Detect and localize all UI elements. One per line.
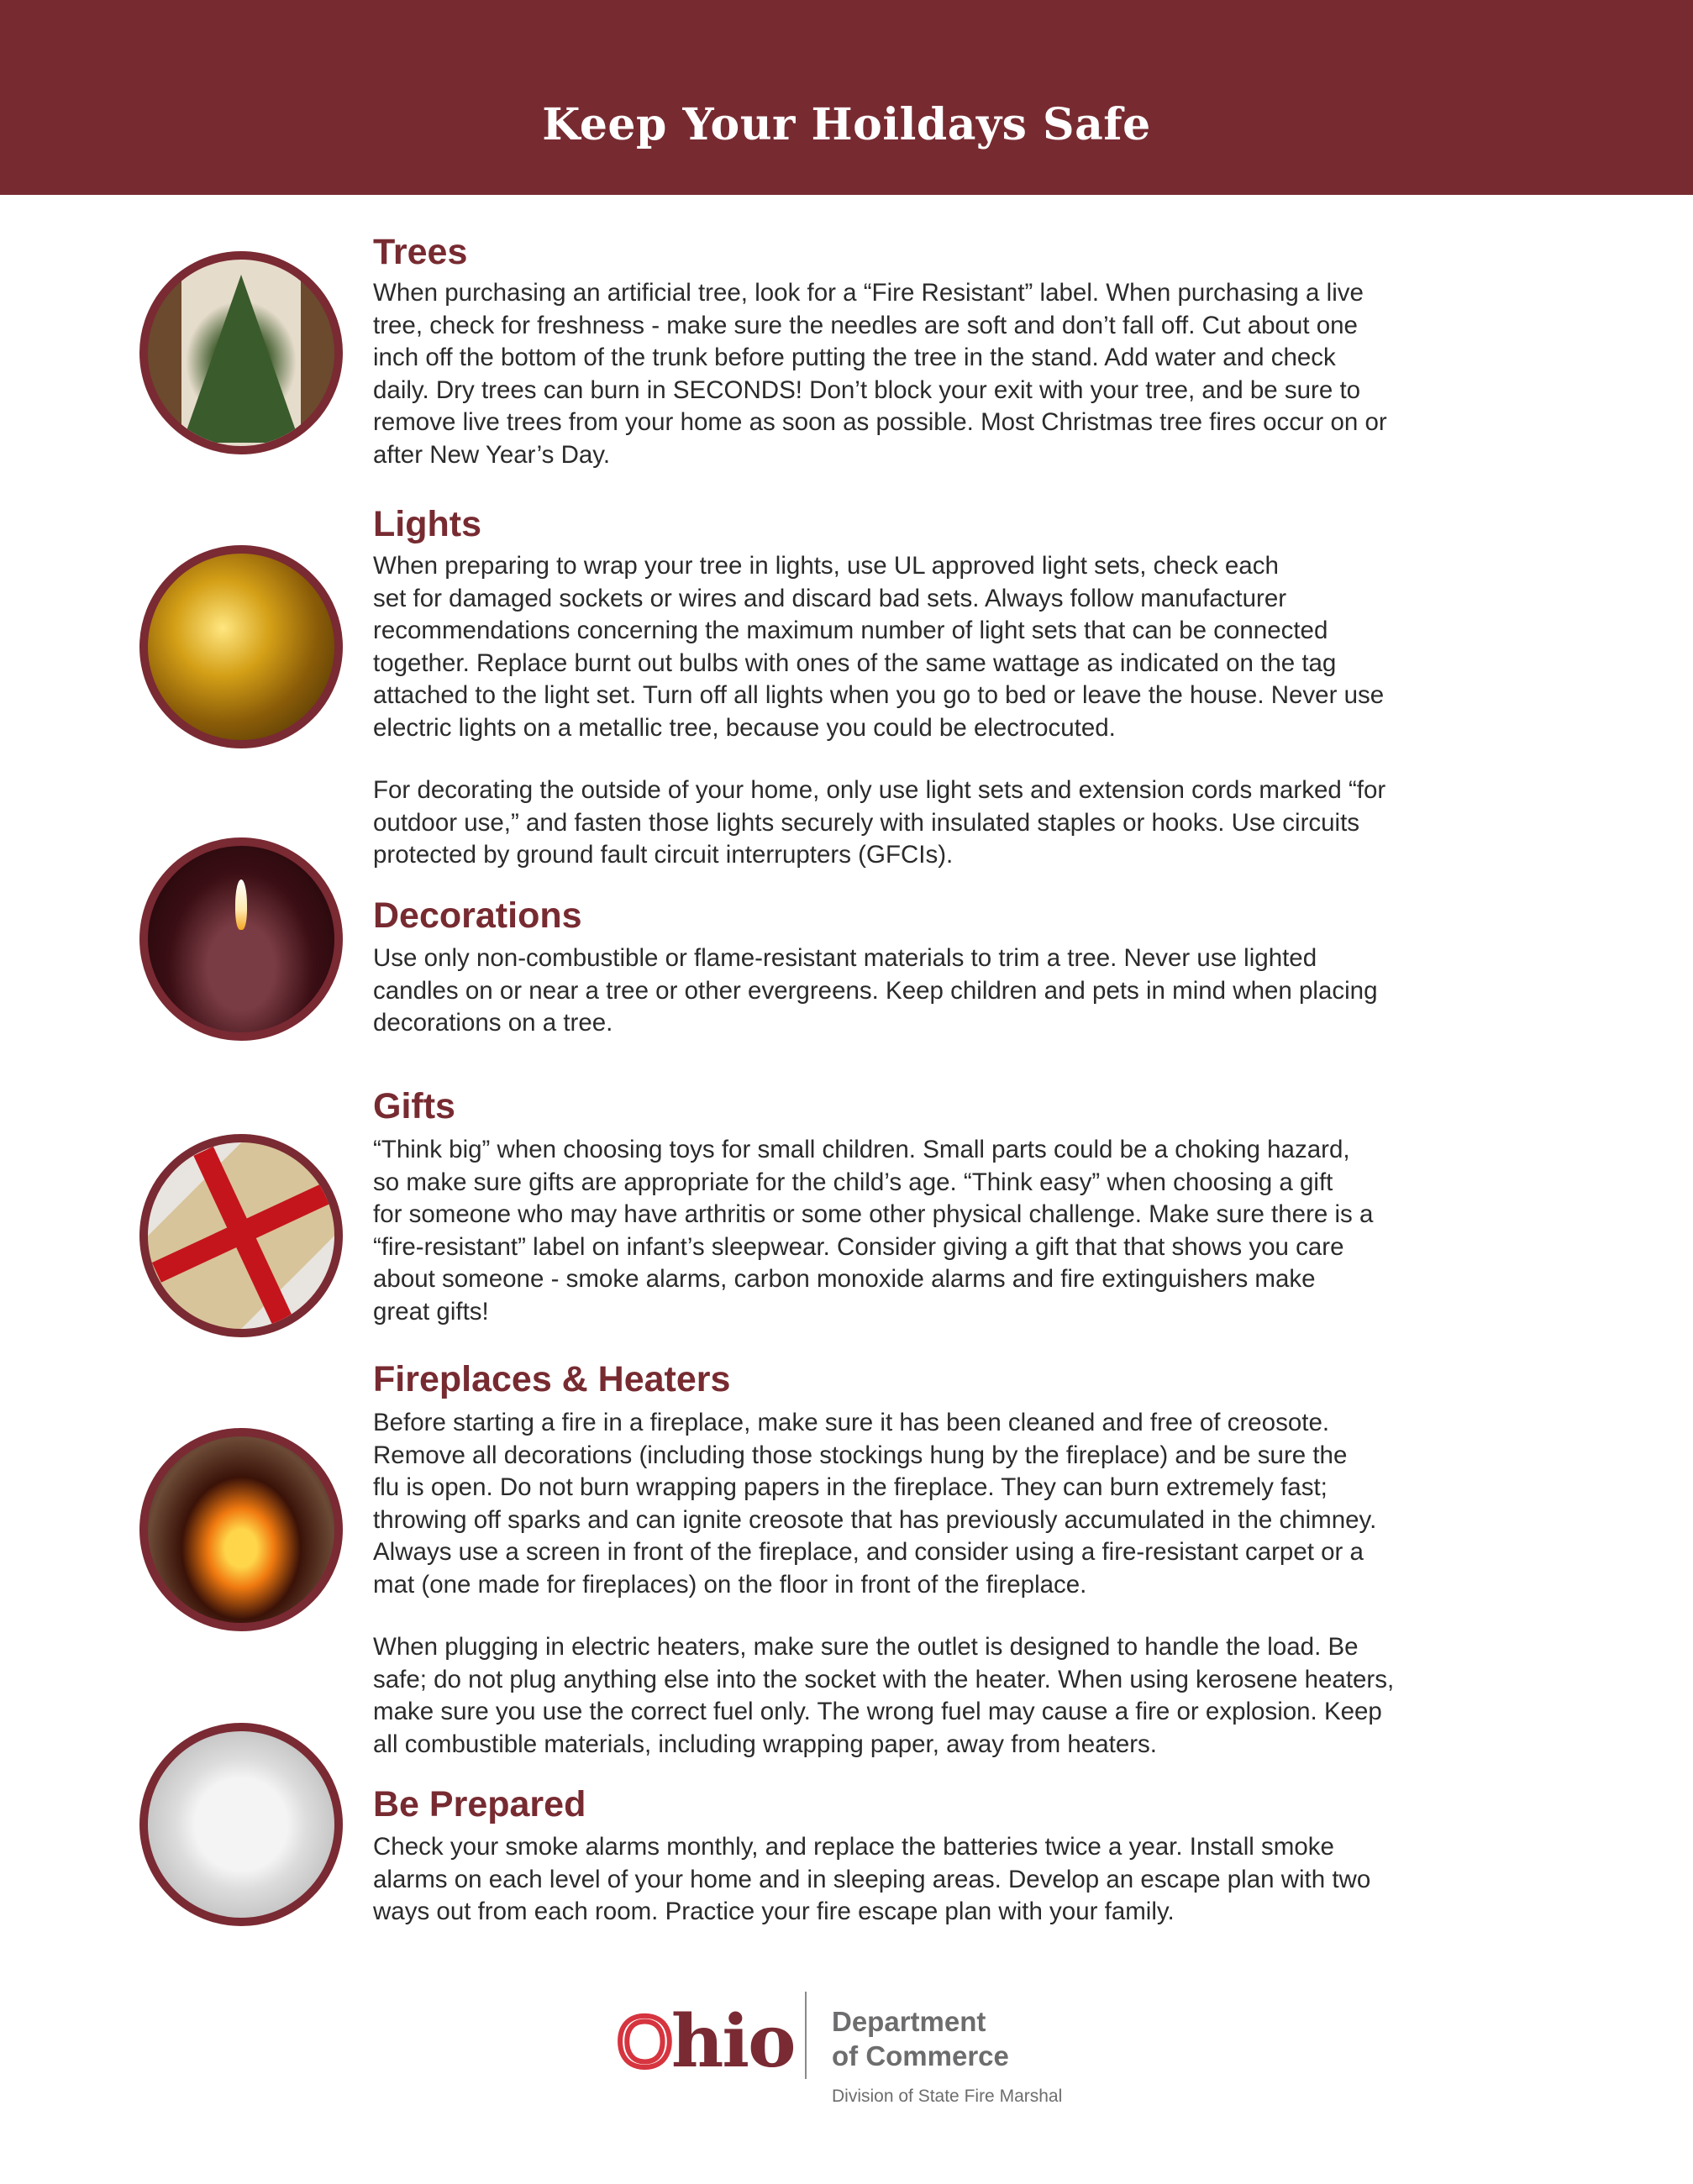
ohio-wordmark: Ohio (617, 1999, 795, 2084)
section-paragraph (373, 1407, 1376, 1601)
section-heading: Gifts (373, 1086, 455, 1126)
text-line: candles on or near a tree or other evergreens. Keep children and pets in mind when placing (373, 976, 1378, 1005)
text-line: mat (one made for fireplaces) on the floor in front of the fireplace. (373, 1570, 1087, 1599)
text-line: for someone who may have arthritis or some other physical challenge. Make sure there is a (373, 1200, 1374, 1228)
text-line: Use only non-combustible or flame-resistant materials to trim a tree. Never use lighted (373, 944, 1317, 972)
text-line: Always use a screen in front of the fireplace, and consider using a fire-resistant carpet or a (373, 1538, 1364, 1566)
section-paragraph (373, 774, 1385, 872)
text-line: set for damaged sockets or wires and discard bad sets. Always follow manufacturer (373, 584, 1287, 612)
text-line: so make sure gifts are appropriate for the child’s age. “Think easy” when choosing a gift (373, 1168, 1333, 1196)
text-line: after New Year’s Day. (373, 440, 611, 469)
text-line: “fire-resistant” label on infant’s sleepwear. Consider giving a gift that that shows you care (373, 1232, 1344, 1261)
fireplace-photo (139, 1428, 343, 1631)
text-line: alarms on each level of your home and in sleeping areas. Develop an escape plan with two (373, 1865, 1371, 1893)
flame-shape (235, 879, 247, 930)
smoke-alarm-photo (139, 1723, 343, 1926)
division-name: Division of State Fire Marshal (832, 2087, 1063, 2106)
text-line: attached to the light set. Turn off all lights when you go to bed or leave the house. Never use (373, 681, 1385, 709)
text-line: Remove all decorations (including those stockings hung by the fireplace) and be sure the (373, 1441, 1348, 1469)
text-line: For decorating the outside of your home, only use light sets and extension cords marked “for (373, 776, 1386, 804)
text-line: outdoor use,” and fasten those lights securely with insulated staples or hooks. Use circuits (373, 808, 1360, 837)
text-line: safe; do not plug anything else into the socket with the heater. When using kerosene heaters, (373, 1665, 1395, 1693)
text-line: protected by ground fault circuit interrupters (GFCIs). (373, 841, 954, 869)
text-line: electric lights on a metallic tree, because you could be electrocuted. (373, 713, 1116, 742)
text-line: make sure you use the correct fuel only. The wrong fuel may cause a fire or explosion. Keep (373, 1698, 1382, 1725)
section-paragraph (373, 942, 1378, 1040)
text-line: “Think big” when choosing toys for small children. Small parts could be a choking hazard, (373, 1136, 1350, 1163)
section-heading: Lights (373, 504, 481, 544)
text-line: about someone - smoke alarms, carbon monoxide alarms and fire extinguishers make (373, 1265, 1316, 1293)
string-lights-photo (139, 545, 343, 748)
section-paragraph (373, 550, 1384, 744)
section-heading: Fireplaces & Heaters (373, 1359, 731, 1399)
department-line-1: Department (832, 2006, 986, 2037)
ohio-commerce-logo (613, 1987, 1286, 2122)
section-paragraph (373, 1631, 1394, 1761)
section-heading: Decorations (373, 895, 582, 936)
text-line: daily. Dry trees can burn in SECONDS! Don’t block your exit with your tree, and be sure to (373, 375, 1361, 404)
department-line-2: of Commerce (832, 2040, 1009, 2071)
text-line: remove live trees from your home as soon as possible. Most Christmas tree fires occur on or (373, 408, 1387, 436)
christmas-tree-photo (139, 251, 343, 454)
text-line: great gifts! (373, 1297, 489, 1326)
section-paragraph (373, 1134, 1373, 1328)
logo-divider (805, 1992, 807, 2079)
text-line: together. Replace burnt out bulbs with ones of the same wattage as indicated on the tag (373, 648, 1337, 677)
text-line: When plugging in electric heaters, make sure the outlet is designed to handle the load. Be (373, 1633, 1359, 1661)
tree-shape (182, 275, 300, 443)
section-paragraph (373, 277, 1387, 471)
text-line: Before starting a fire in a fireplace, make sure it has been cleaned and free of creosote. (373, 1409, 1330, 1436)
gift-box-photo (139, 1134, 343, 1337)
text-line: Check your smoke alarms monthly, and replace the batteries twice a year. Install smoke (373, 1833, 1334, 1861)
department-name (832, 2004, 1009, 2073)
section-heading: Be Prepared (373, 1784, 586, 1824)
text-line: decorations on a tree. (373, 1009, 613, 1037)
text-line: all combustible materials, including wrapping paper, away from heaters. (373, 1730, 1157, 1758)
text-line: When preparing to wrap your tree in lights, use UL approved light sets, check each (373, 552, 1279, 580)
section-paragraph (373, 1831, 1370, 1929)
title-banner (0, 0, 1693, 195)
text-line: When purchasing an artificial tree, look for a “Fire Resistant” label. When purchasing a live (373, 279, 1364, 307)
text-line: ways out from each room. Practice your fire escape plan with your family. (373, 1898, 1175, 1925)
page-title: Keep Your Hoildays Safe (542, 99, 1151, 150)
text-line: throwing off sparks and can ignite creosote that has previously accumulated in the chimney. (373, 1505, 1377, 1534)
candle-photo (139, 837, 343, 1041)
text-line: flu is open. Do not burn wrapping papers in the fireplace. They can burn extremely fast; (373, 1473, 1328, 1501)
text-line: recommendations concerning the maximum number of light sets that can be connected (373, 617, 1328, 644)
text-line: tree, check for freshness - make sure the needles are soft and don’t fall off. Cut about one (373, 311, 1358, 339)
section-heading: Trees (373, 232, 468, 272)
text-line: inch off the bottom of the trunk before putting the tree in the stand. Add water and check (373, 344, 1336, 371)
